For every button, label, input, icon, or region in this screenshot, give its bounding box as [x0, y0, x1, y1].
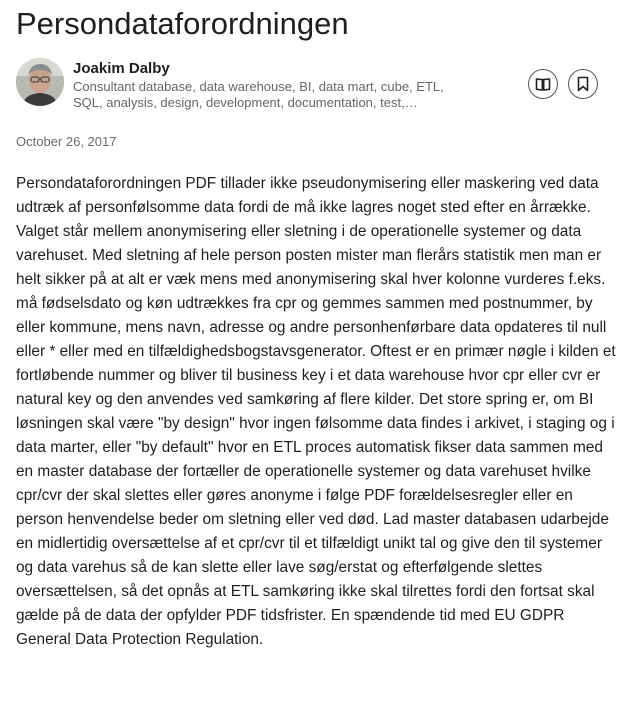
save-article-button[interactable]	[568, 69, 598, 99]
avatar[interactable]	[16, 58, 64, 106]
publish-date: October 26, 2017	[16, 134, 117, 149]
article-body: Persondataforordningen PDF tillader ikke pseudonymisering eller maskering ved data udtræk af personfølsomme data fordi de må ikke lagres noget sted efter en årrække. Valget står mellem anonymisering eller sletning i de operationelle systemer og data varehuset. Med sletning af hele person posten mister man flerårs statistik men man er helt sikker på at alt er væk mens med anonymisering skal hver kolonne vurderes f.eks. må fødselsdato og køn udtrækkes fra cpr og gemmes sammen med postnummer, by eller kommune, mens navn, adresse og andre personhenførbare data opdateres til null eller * eller med en tilfældighedsbogstavsgenerator. Oftest er en primær nøgle i kilden et fortløbende nummer og bliver til business key i et data warehouse hvor cpr eller cvr er natural key og den anvendes ved samkøring af flere kilder. Det store spring er, om BI løsningen skal være "by design" hvor ingen følsomme data findes i arkivet, i staging og i data marter, eller "by default" hvor en ETL proces automatisk fikser data sammen med en master database der fortæller de operationelle systemer og data varehuset hvilke cpr/cvr der skal slettes eller gøres anonyme i følge PDF forældelsesregler eller en person henvendelse beder om sletning eller ved død. Lad master databasen udarbejde en midlertidig oversættelse af et cpr/cvr til et tilfældigt unikt tal og give den til systemer og data varehus så de kan slette eller lave søg/erstat og efterfølgende slettes oversættelsen, så det opnås at ETL samkøring ikke skal tilrettes fordi den fortsat skal gælde på de data der opfylder PDF tidsfrister. En spændende tid med EU GDPR General Data Protection Regulation.	[16, 175, 616, 648]
avatar-photo	[16, 58, 64, 106]
open-book-icon	[535, 76, 551, 92]
read-article-button[interactable]	[528, 69, 558, 99]
author-card	[16, 58, 616, 110]
author-headline: Consultant database, data warehouse, BI, data mart, cube, ETL, SQL, analysis, design, development, documentation, test,…	[73, 79, 444, 110]
article-title: Persondataforordningen	[16, 6, 349, 41]
author-name[interactable]: Joakim Dalby	[73, 60, 170, 77]
bookmark-icon	[576, 76, 590, 92]
